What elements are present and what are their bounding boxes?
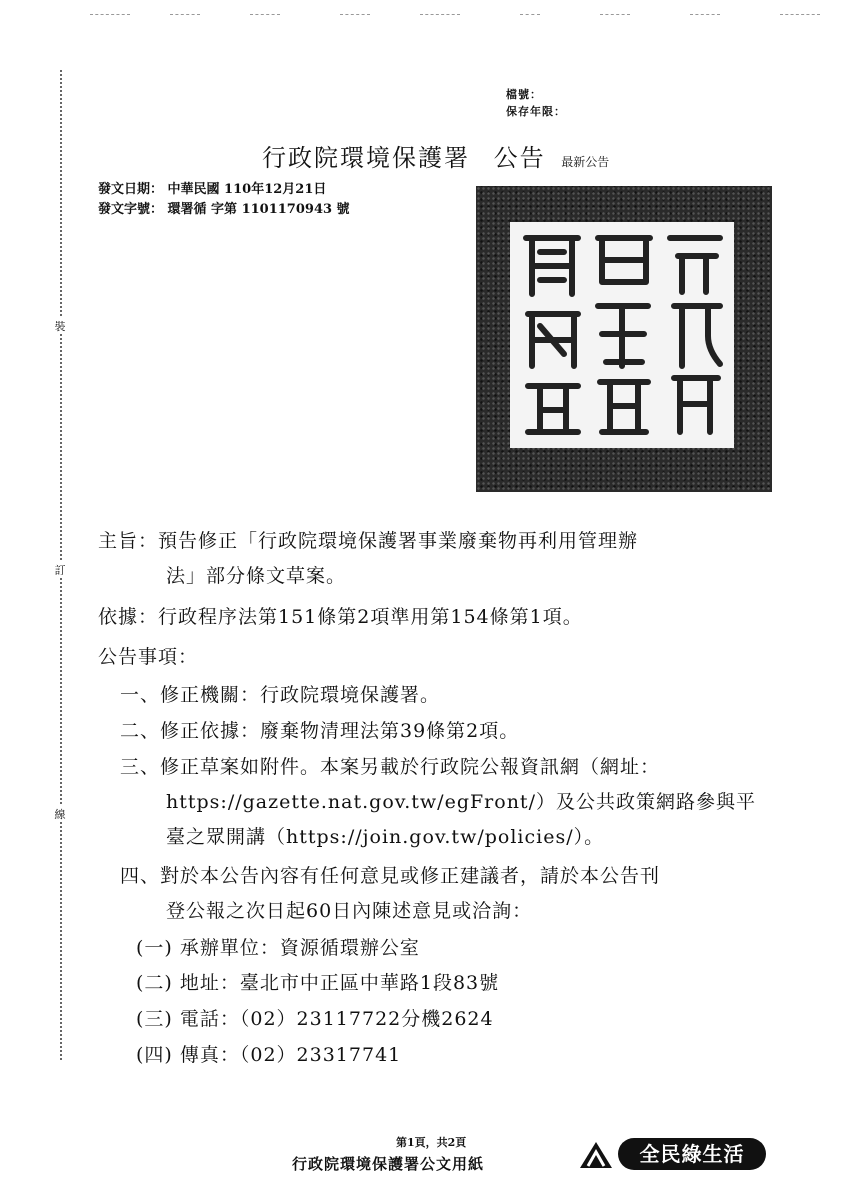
binding-mark-zhuang: 裝	[52, 318, 68, 334]
scan-edge-dash	[420, 14, 460, 15]
item-4-line-1: 四、對於本公告內容有任何意見或修正建議者，請於本公告刊	[120, 865, 661, 887]
document-number: 發文字號： 環署循 字第 1101170943 號	[98, 202, 350, 217]
contact-unit: (一) 承辦單位：資源循環辦公室	[136, 937, 420, 959]
contact-phone: (三) 電話：（02）23117722分機2624	[136, 1008, 494, 1030]
item-3-line-1: 三、修正草案如附件。本案另載於行政院公報資訊網（網址：	[120, 756, 661, 778]
contact-fax: (四) 傳真：（02）23317741	[136, 1044, 402, 1066]
subject-line-2: 法」部分條文草案。	[166, 565, 347, 587]
item-3-line-2: https://gazette.nat.gov.tw/egFront/）及公共政策網路參與平	[166, 791, 756, 813]
item-1: 一、修正機關：行政院環境保護署。	[120, 684, 441, 706]
scan-edge-dash	[600, 14, 630, 15]
green-life-logo	[578, 1136, 768, 1172]
archive-file-no: 檔號：	[506, 88, 542, 101]
seal-script-icon	[510, 222, 734, 448]
scan-edge-dash	[780, 14, 820, 15]
scan-edge-dash	[170, 14, 200, 15]
items-heading: 公告事項：	[98, 646, 199, 668]
scan-edge-dash	[90, 14, 130, 15]
page-title	[262, 138, 609, 173]
doc-type: 公告	[493, 144, 546, 172]
binding-mark-ding: 訂	[52, 562, 68, 578]
agency-name: 行政院環境保護署	[262, 144, 470, 172]
scan-edge-dash	[250, 14, 280, 15]
official-seal	[476, 186, 772, 492]
latest-tag: 最新公告	[561, 155, 610, 169]
page-number: 第1頁，共2頁	[396, 1136, 467, 1149]
seal-glyphs-icon	[510, 222, 734, 448]
scan-edge-dash	[690, 14, 720, 15]
logo-text: 全民綠生活	[618, 1138, 766, 1170]
binding-mark-xian: 線	[52, 806, 68, 822]
item-4-line-2: 登公報之次日起60日內陳述意見或洽詢：	[166, 900, 533, 922]
leaf-mark-icon	[578, 1138, 614, 1172]
scan-edge-dash	[520, 14, 540, 15]
scan-edge-dash	[340, 14, 370, 15]
contact-address: (二) 地址：臺北市中正區中華路1段83號	[136, 972, 500, 994]
item-3-line-3: 臺之眾開講（https://join.gov.tw/policies/）。	[166, 826, 605, 848]
item-2: 二、修正依據：廢棄物清理法第39條第2項。	[120, 720, 520, 742]
subject-line-1: 主旨：預告修正「行政院環境保護署事業廢棄物再利用管理辦	[98, 530, 639, 552]
basis-line: 依據：行政程序法第151條第2項準用第154條第1項。	[98, 606, 583, 628]
archive-retention: 保存年限：	[506, 105, 566, 118]
issue-date: 發文日期： 中華民國 110年12月21日	[98, 182, 327, 197]
paper-name: 行政院環境保護署公文用紙	[292, 1155, 485, 1173]
